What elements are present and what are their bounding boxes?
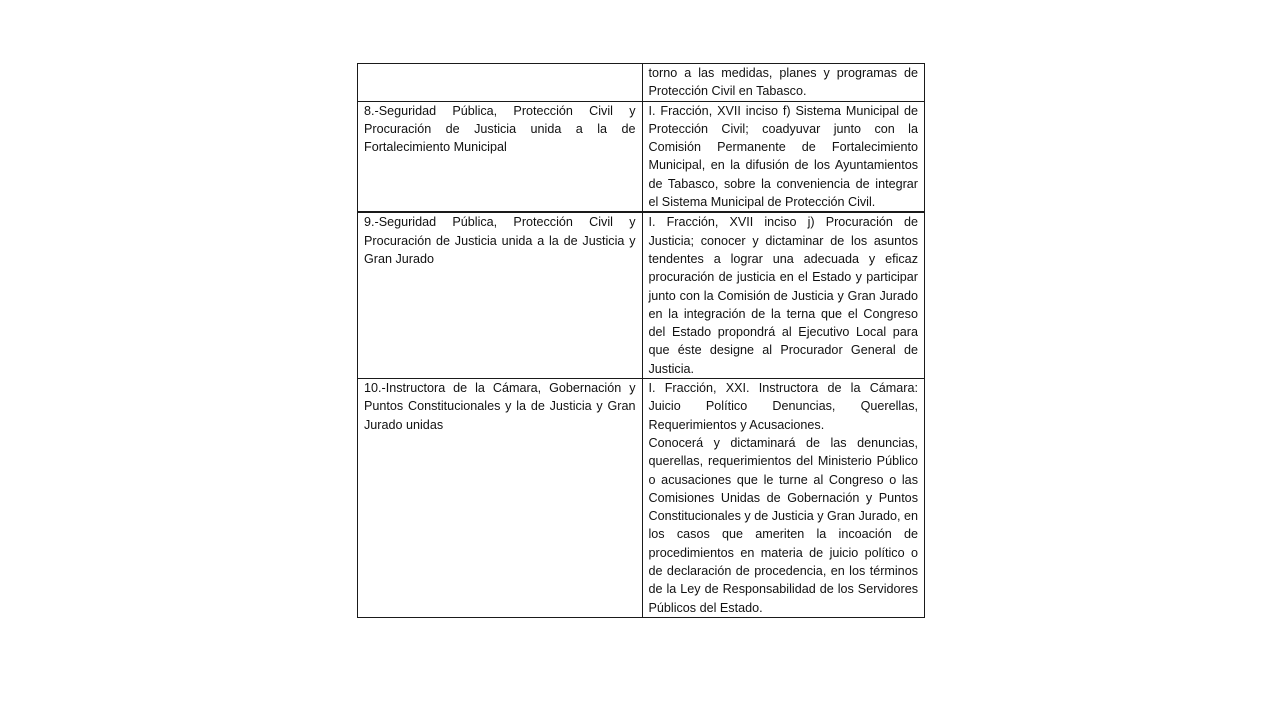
description-cell xyxy=(642,379,925,618)
description-text: I. Fracción, XXI. Instructora de la Cámara: Juicio Político Denuncias, Querellas, Requerimientos y Acusaciones. xyxy=(648,381,918,432)
commissions-table xyxy=(357,63,925,618)
commission-cell xyxy=(358,64,643,102)
description-cell xyxy=(642,101,925,212)
description-text: torno a las medidas, planes y programas de Protección Civil en Tabasco. xyxy=(648,66,918,99)
table-row xyxy=(358,101,925,212)
commission-cell: 10.-Instructora de la Cámara, Gobernación y Puntos Constitucionales y la de Justicia y Gran Jurado unidas xyxy=(358,379,643,618)
description-cell xyxy=(642,212,925,378)
description-cell xyxy=(642,64,925,102)
table-row xyxy=(358,64,925,102)
description-text: I. Fracción, XVII inciso f) Sistema Municipal de Protección Civil; coadyuvar junto con la Comisión Permanente de Fortalecimiento Municipal, en la difusión de los Ayuntamientos de Tabasco, sobre la conveniencia de integrar el Sistema Municipal de Protección Civil. xyxy=(648,103,918,210)
description-text: Conocerá y dictaminará de las denuncias, querellas, requerimientos del Ministerio Público o acusaciones que le turne al Congreso o las Comisiones Unidas de Gobernación y Puntos Constitucionales y de Justicia y Gran Jurado, en los casos que ameriten la incoación de procedimientos en materia de juicio político o de declaración de procedencia, en los términos de la Ley de Responsabilidad de los Servidores Públicos del Estado. xyxy=(648,435,919,615)
commission-cell: 9.-Seguridad Pública, Protección Civil y Procuración de Justicia unida a la de Justicia y Gran Jurado xyxy=(358,212,643,378)
commission-cell: 8.-Seguridad Pública, Protección Civil y Procuración de Justicia unida a la de Fortalecimiento Municipal xyxy=(358,101,643,212)
description-text: I. Fracción, XVII inciso j) Procuración de Justicia; conocer y dictaminar de los asuntos tendentes a lograr una adecuada y eficaz procuración de justicia en el Estado y participar junto con la Comisión de Justicia y Gran Jurado en la integración de la terna que el Congreso del Estado propondrá al Ejecutivo Local para que éste designe al Procurador General de Justicia. xyxy=(648,215,918,376)
table-row xyxy=(358,212,925,378)
table-row xyxy=(358,379,925,618)
